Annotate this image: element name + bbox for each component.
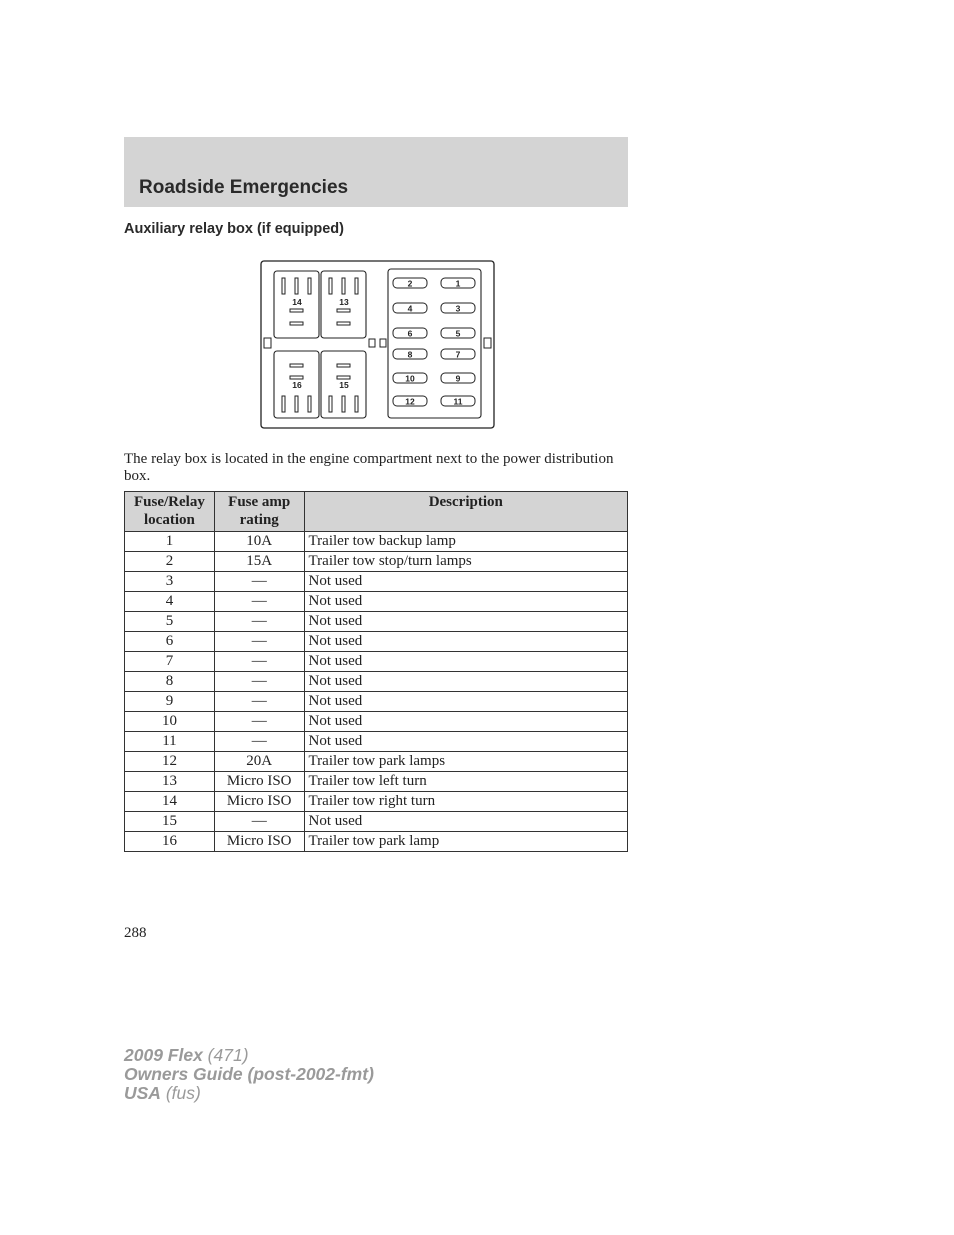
footer-guide: Owners Guide (post-2002-fmt)	[124, 1064, 374, 1084]
fuse-label-7: 7	[455, 349, 461, 360]
footer-line-1	[124, 1046, 374, 1065]
header-rating-line1: Fuse amp	[228, 494, 291, 510]
cell-rating: —	[214, 712, 304, 732]
cell-rating: Micro ISO	[214, 772, 304, 792]
table-row	[125, 572, 628, 592]
relay-slot-15	[321, 351, 366, 418]
cell-description: Not used	[304, 672, 627, 692]
table-row	[125, 732, 628, 752]
cell-location: 11	[125, 732, 215, 752]
cell-location: 12	[125, 752, 215, 772]
fuse-table-body	[125, 532, 628, 852]
cell-description: Trailer tow backup lamp	[304, 532, 627, 552]
fuse-label-9: 9	[455, 373, 461, 384]
cell-description: Trailer tow right turn	[304, 792, 627, 812]
cell-description: Not used	[304, 632, 627, 652]
page-number: 288	[124, 925, 147, 941]
table-row	[125, 552, 628, 572]
fuse-label-12: 12	[405, 396, 415, 407]
relay-slot-14	[274, 271, 319, 338]
cell-description: Not used	[304, 652, 627, 672]
table-row	[125, 532, 628, 552]
footer-line-2	[124, 1065, 374, 1084]
fuse-label-5: 5	[455, 328, 461, 339]
table-header-row	[125, 492, 628, 532]
table-row	[125, 692, 628, 712]
cell-rating: 20A	[214, 752, 304, 772]
section-title: Roadside Emergencies	[139, 177, 349, 198]
cell-rating: —	[214, 572, 304, 592]
cell-location: 10	[125, 712, 215, 732]
header-location	[125, 492, 215, 532]
cell-location: 8	[125, 672, 215, 692]
fuse-label-8: 8	[407, 349, 413, 360]
relay-slot-16	[274, 351, 319, 418]
cell-location: 7	[125, 652, 215, 672]
fuse-label-6: 6	[407, 328, 413, 339]
cell-rating: Micro ISO	[214, 792, 304, 812]
cell-rating: —	[214, 632, 304, 652]
cell-description: Not used	[304, 692, 627, 712]
cell-rating: 15A	[214, 552, 304, 572]
table-row	[125, 672, 628, 692]
relay-label-16: 16	[292, 380, 302, 390]
table-row	[125, 592, 628, 612]
relay-label-13: 13	[339, 297, 349, 307]
header-description: Description	[304, 492, 627, 532]
footer-model: 2009 Flex	[124, 1045, 203, 1065]
table-row	[125, 712, 628, 732]
table-row	[125, 632, 628, 652]
cell-rating: —	[214, 672, 304, 692]
cell-description: Trailer tow park lamp	[304, 832, 627, 852]
table-row	[125, 612, 628, 632]
cell-description: Not used	[304, 572, 627, 592]
cell-location: 2	[125, 552, 215, 572]
cell-rating: 10A	[214, 532, 304, 552]
cell-location: 6	[125, 632, 215, 652]
table-row	[125, 832, 628, 852]
cell-location: 3	[125, 572, 215, 592]
cell-location: 14	[125, 792, 215, 812]
intro-paragraph: The relay box is located in the engine compartment next to the power distribution box.	[124, 451, 614, 484]
cell-location: 4	[125, 592, 215, 612]
relay-label-14: 14	[292, 297, 302, 307]
cell-rating: —	[214, 812, 304, 832]
table-row	[125, 792, 628, 812]
cell-location: 9	[125, 692, 215, 712]
cell-description: Not used	[304, 592, 627, 612]
cell-location: 15	[125, 812, 215, 832]
cell-description: Trailer tow park lamps	[304, 752, 627, 772]
fuse-label-10: 10	[405, 373, 415, 384]
cell-rating: —	[214, 612, 304, 632]
header-location-line1: Fuse/Relay	[134, 494, 205, 510]
fuse-label-11: 11	[453, 396, 463, 407]
relay-slot-13	[321, 271, 366, 338]
cell-rating: —	[214, 592, 304, 612]
cell-rating: —	[214, 692, 304, 712]
footer-line-3	[124, 1084, 374, 1103]
cell-location: 1	[125, 532, 215, 552]
fuse-label-4: 4	[407, 303, 413, 314]
table-row	[125, 772, 628, 792]
cell-location: 5	[125, 612, 215, 632]
cell-description: Trailer tow left turn	[304, 772, 627, 792]
cell-description: Trailer tow stop/turn lamps	[304, 552, 627, 572]
cell-description: Not used	[304, 812, 627, 832]
table-row	[125, 652, 628, 672]
relay-box-diagram	[258, 258, 498, 432]
fuse-label-3: 3	[455, 303, 461, 314]
table-row	[125, 752, 628, 772]
subsection-title: Auxiliary relay box (if equipped)	[124, 221, 344, 237]
footer-model-code: (471)	[202, 1045, 249, 1065]
header-rating	[214, 492, 304, 532]
document-footer	[124, 1046, 374, 1103]
cell-rating: —	[214, 732, 304, 752]
cell-location: 13	[125, 772, 215, 792]
table-row	[125, 812, 628, 832]
fuse-table	[124, 491, 628, 852]
fuse-label-1: 1	[455, 278, 461, 289]
cell-description: Not used	[304, 712, 627, 732]
cell-rating: —	[214, 652, 304, 672]
footer-market-code: (fus)	[160, 1083, 201, 1103]
header-rating-line2: rating	[239, 512, 279, 528]
cell-rating: Micro ISO	[214, 832, 304, 852]
header-location-line2: location	[144, 512, 195, 528]
relay-label-15: 15	[339, 380, 349, 390]
cell-location: 16	[125, 832, 215, 852]
footer-market: USA	[124, 1083, 161, 1103]
cell-description: Not used	[304, 732, 627, 752]
fuse-label-2: 2	[407, 278, 413, 289]
cell-description: Not used	[304, 612, 627, 632]
